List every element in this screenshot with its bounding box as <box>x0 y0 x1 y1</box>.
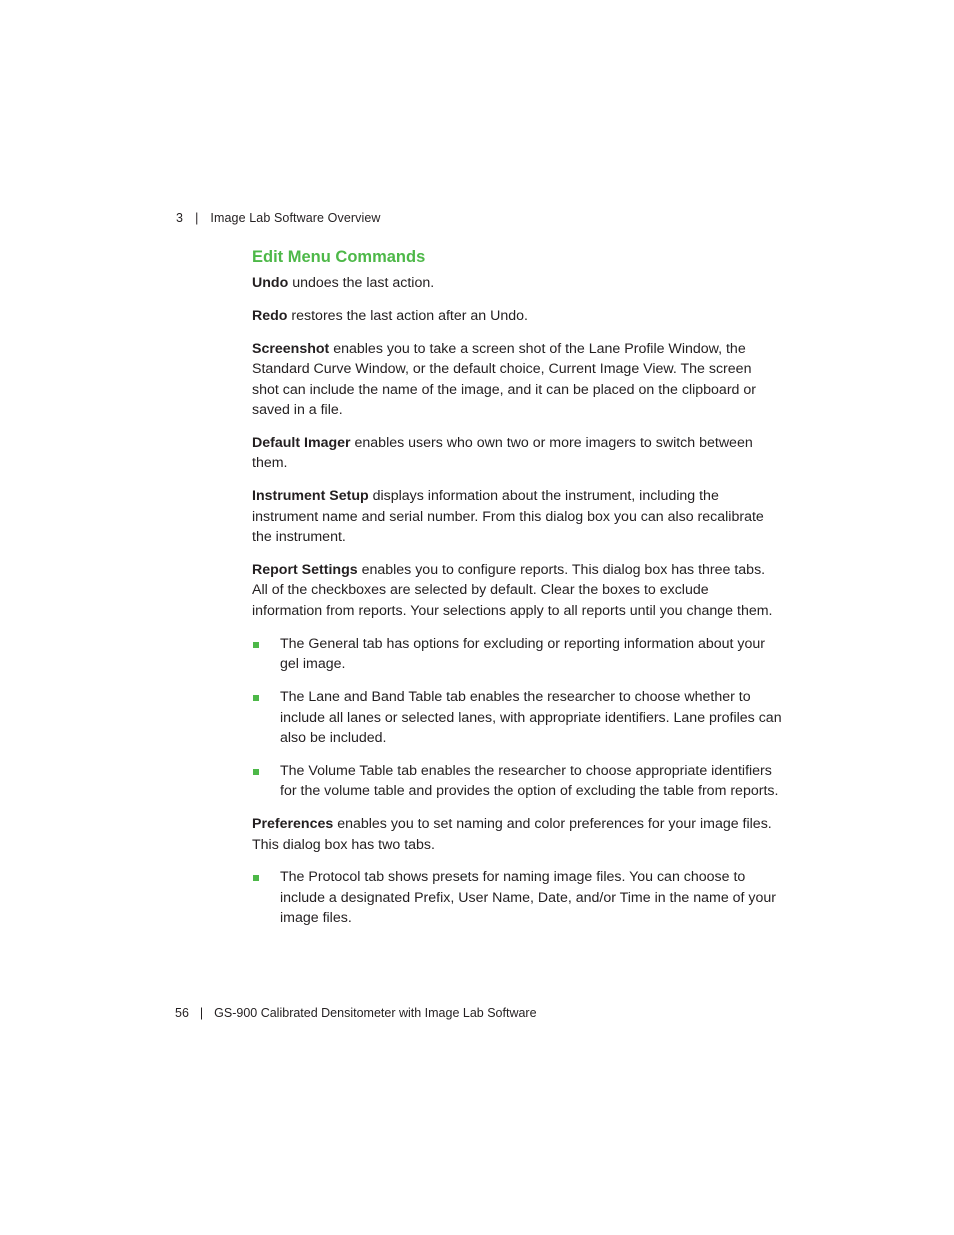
desc-redo: restores the last action after an Undo. <box>287 307 528 324</box>
para-report-settings <box>252 560 782 622</box>
list-item-text: The Lane and Band Table tab enables the researcher to choose whether to include all lanes or selected lanes, with appropriate identifiers. Lane profiles can also be included. <box>280 689 782 747</box>
desc-undo: undoes the last action. <box>288 275 435 291</box>
square-bullet-icon <box>253 695 259 701</box>
report-settings-list <box>252 634 782 802</box>
term-undo: Undo <box>252 275 289 291</box>
list-item <box>252 761 782 802</box>
desc-default-imager: enables users who own two or more imagers to switch between them. <box>252 434 753 472</box>
list-item <box>252 687 782 749</box>
square-bullet-icon <box>253 642 259 648</box>
header-separator: | <box>195 211 199 225</box>
list-item-text: The Volume Table tab enables the researcher to choose appropriate identifiers for the volume table and provides the option of excluding the table from reports. <box>280 762 779 800</box>
list-item <box>252 634 782 675</box>
preferences-list <box>252 867 782 929</box>
para-default-imager <box>252 433 782 474</box>
square-bullet-icon <box>253 875 259 881</box>
footer-separator: | <box>199 1006 204 1020</box>
list-item-text: The Protocol tab shows presets for naming image files. You can choose to include a designated Prefix, User Name, Date, and/or Time in the name of your image files. <box>280 869 777 927</box>
desc-instrument-setup: displays information about the instrument, including the instrument name and serial number. From this dialog box you can also recalibrate the instrument. <box>252 488 764 546</box>
term-redo: Redo <box>252 307 288 324</box>
book-title: GS-900 Calibrated Densitometer with Image Lab Software <box>214 1006 537 1020</box>
para-preferences <box>252 814 782 855</box>
term-default-imager: Default Imager <box>252 434 351 451</box>
para-undo <box>252 273 782 294</box>
chapter-title: Image Lab Software Overview <box>210 211 381 225</box>
list-item <box>252 867 782 929</box>
desc-report-settings: enables you to configure reports. This dialog box has three tabs. All of the checkboxes are selected by default. Clear the boxes to exclude information from reports. Your selections apply to all reports until you change them. <box>252 561 773 619</box>
para-instrument-setup <box>252 486 782 548</box>
page-content <box>252 247 782 941</box>
section-title: Edit Menu Commands <box>252 248 426 266</box>
running-header <box>176 211 381 225</box>
desc-preferences: enables you to set naming and color preferences for your image files. This dialog box has two tabs. <box>252 816 772 853</box>
para-screenshot <box>252 339 782 421</box>
term-preferences: Preferences <box>252 816 334 833</box>
para-redo <box>252 306 782 327</box>
term-report-settings: Report Settings <box>252 561 358 578</box>
term-screenshot: Screenshot <box>252 340 330 357</box>
page-number: 56 <box>175 1006 189 1020</box>
running-footer <box>175 1006 537 1020</box>
chapter-number: 3 <box>176 211 184 225</box>
term-instrument-setup: Instrument Setup <box>252 488 369 505</box>
desc-screenshot: enables you to take a screen shot of the Lane Profile Window, the Standard Curve Window, or the default choice, Current Image View. The screen shot can include the name of the image, and it can be placed on the clipboard or saved in a file. <box>252 340 756 419</box>
list-item-text: The General tab has options for excluding or reporting information about your gel image. <box>280 635 766 673</box>
square-bullet-icon <box>253 769 259 775</box>
